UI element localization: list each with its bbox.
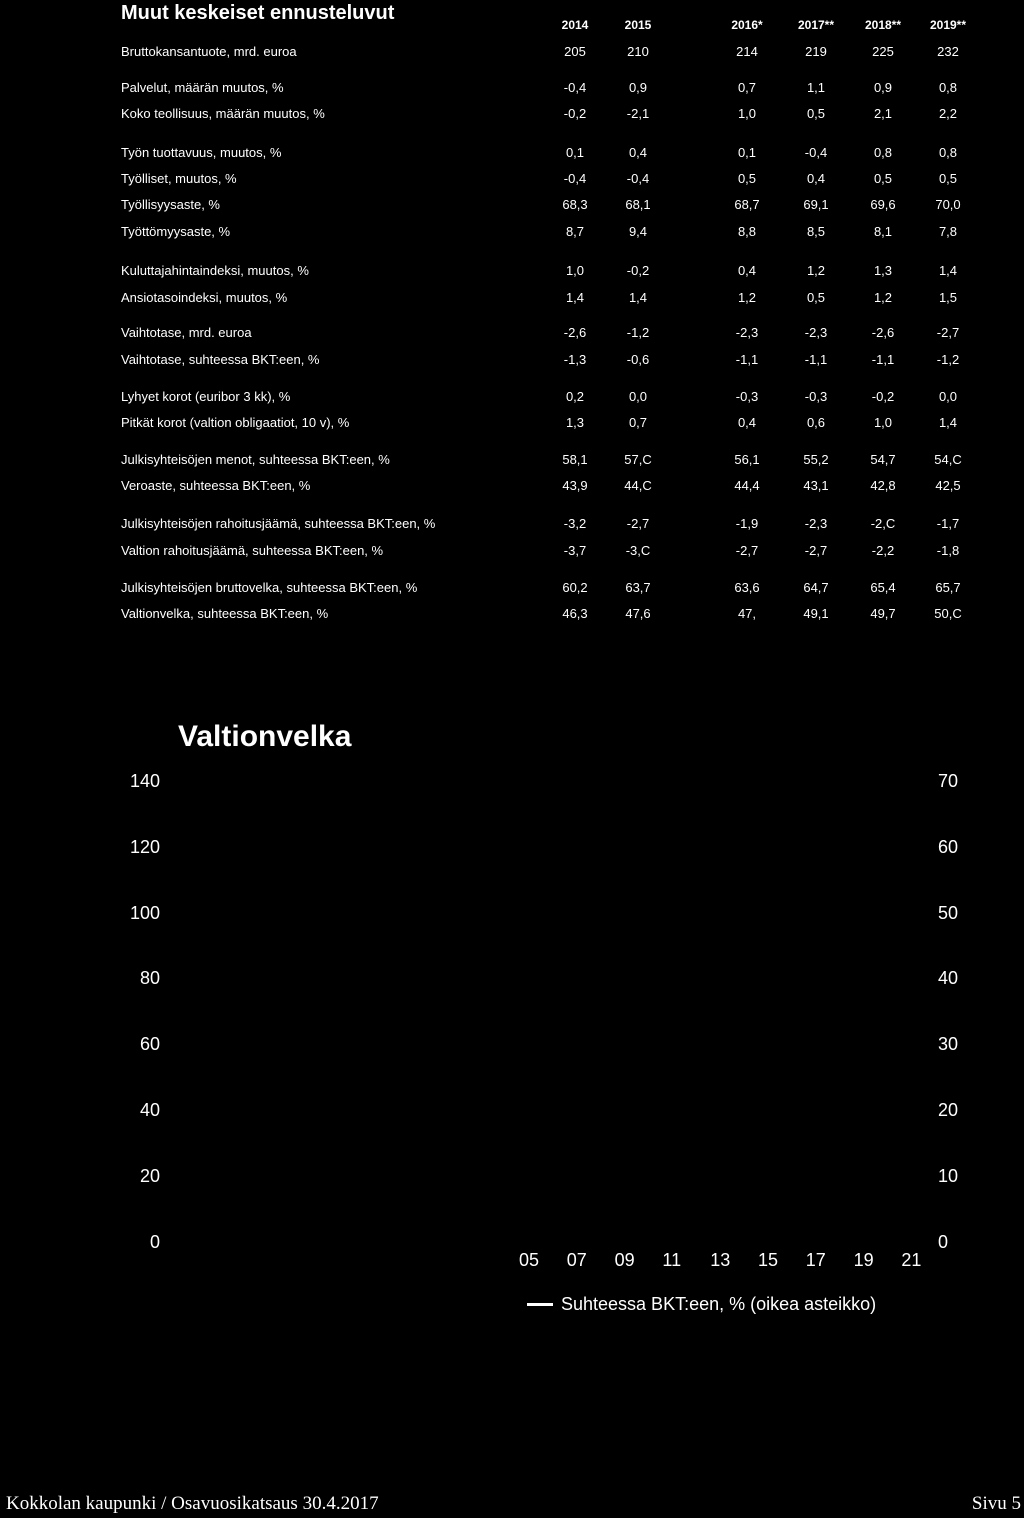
y-left-tick-label: 20 bbox=[139, 1165, 160, 1186]
table-cell: 54,7 bbox=[870, 452, 896, 467]
table-cell: 0,8 bbox=[873, 145, 893, 160]
row-label: Valtionvelka, suhteessa BKT:een, % bbox=[121, 606, 329, 621]
table-cell: -1,9 bbox=[735, 516, 759, 531]
x-tick-label: 21 bbox=[901, 1250, 922, 1270]
row-label: Pitkät korot (valtion obligaatiot, 10 v), % bbox=[121, 415, 350, 430]
table-cell: 65,4 bbox=[870, 580, 896, 595]
table-cell: 0,4 bbox=[806, 171, 826, 186]
x-tick-label: 11 bbox=[662, 1250, 682, 1270]
table-cell: 68,3 bbox=[562, 197, 588, 212]
table-cell: 1,0 bbox=[565, 263, 585, 278]
row-label: Työlliset, muutos, % bbox=[121, 171, 237, 186]
row-label: Valtion rahoitusjäämä, suhteessa BKT:een, % bbox=[121, 543, 384, 558]
x-tick-label: 17 bbox=[805, 1250, 826, 1270]
table-cell: 63,6 bbox=[734, 580, 760, 595]
y-right-tick-label: 0 bbox=[938, 1231, 949, 1252]
y-right-tick-label: 20 bbox=[938, 1100, 959, 1120]
table-cell: 9,4 bbox=[628, 224, 648, 239]
table-cell: 0,4 bbox=[737, 263, 757, 278]
table-cell: 47, bbox=[737, 606, 757, 621]
table-cell: -2,7 bbox=[936, 325, 960, 340]
table-cell: 214 bbox=[736, 44, 758, 59]
table-cell: -3,C bbox=[625, 543, 651, 558]
table-cell: 42,5 bbox=[935, 478, 961, 493]
table-cell: -1,2 bbox=[936, 352, 960, 367]
year-header: 2017** bbox=[797, 18, 835, 32]
table-cell: 0,6 bbox=[806, 415, 826, 430]
y-right-tick-label: 10 bbox=[938, 1165, 959, 1186]
table-cell: 60,2 bbox=[562, 580, 588, 595]
y-right-tick-label: 50 bbox=[938, 902, 959, 923]
table-cell: 0,5 bbox=[737, 171, 757, 186]
table-cell: 8,1 bbox=[873, 224, 893, 239]
table-cell: -1,7 bbox=[936, 516, 960, 531]
table-cell: -0,2 bbox=[563, 106, 587, 121]
table-cell: 0,9 bbox=[628, 80, 648, 95]
table-cell: 8,8 bbox=[737, 224, 757, 239]
row-label: Julkisyhteisöjen bruttovelka, suhteessa BKT:een, % bbox=[121, 580, 418, 595]
table-cell: -2,6 bbox=[563, 325, 587, 340]
table-cell: 47,6 bbox=[625, 606, 651, 621]
table-cell: 7,8 bbox=[938, 224, 958, 239]
table-cell: -0,2 bbox=[626, 263, 650, 278]
row-label: Vaihtotase, suhteessa BKT:een, % bbox=[121, 352, 320, 367]
year-header: 2018** bbox=[864, 18, 902, 32]
table-cell: 43,1 bbox=[803, 478, 829, 493]
row-label: Bruttokansantuote, mrd. euroa bbox=[121, 44, 297, 59]
table-cell: 1,5 bbox=[938, 290, 958, 305]
table-cell: -2,7 bbox=[626, 516, 650, 531]
table-cell: -0,4 bbox=[563, 80, 587, 95]
table-cell: 1,4 bbox=[938, 415, 958, 430]
row-label: Kuluttajahintaindeksi, muutos, % bbox=[121, 263, 309, 278]
y-right-tick-label: 40 bbox=[938, 968, 959, 989]
table-cell: -2,3 bbox=[804, 516, 828, 531]
table-cell: -2,2 bbox=[871, 543, 895, 558]
table-cell: 2,1 bbox=[873, 106, 893, 121]
section-title: Muut keskeiset ennusteluvut bbox=[121, 2, 395, 24]
row-label: Työn tuottavuus, muutos, % bbox=[121, 145, 282, 160]
table-cell: 1,2 bbox=[873, 290, 893, 305]
table-cell: 1,0 bbox=[873, 415, 893, 430]
table-cell: 57,C bbox=[624, 452, 652, 467]
year-header: 2016* bbox=[731, 18, 763, 32]
footer-page-number: Sivu 5 bbox=[971, 1493, 1021, 1514]
table-cell: -0,6 bbox=[626, 352, 650, 367]
table-cell: 1,4 bbox=[565, 290, 585, 305]
y-left-tick-label: 120 bbox=[129, 836, 160, 857]
row-label: Julkisyhteisöjen rahoitusjäämä, suhteessa BKT:een, % bbox=[121, 516, 436, 531]
table-cell: -2,7 bbox=[735, 543, 759, 558]
table-cell: 219 bbox=[805, 44, 827, 59]
table-cell: 56,1 bbox=[734, 452, 760, 467]
table-cell: 42,8 bbox=[870, 478, 896, 493]
row-label: Työttömyysaste, % bbox=[121, 224, 231, 239]
table-cell: 0,5 bbox=[938, 171, 958, 186]
x-tick-label: 09 bbox=[614, 1250, 635, 1270]
table-cell: 44,4 bbox=[734, 478, 760, 493]
table-cell: 50,C bbox=[934, 606, 962, 621]
table-cell: -1,2 bbox=[626, 325, 650, 340]
table-cell: -3,7 bbox=[563, 543, 587, 558]
table-cell: -0,4 bbox=[626, 171, 650, 186]
table-cell: -1,1 bbox=[804, 352, 828, 367]
row-label: Vaihtotase, mrd. euroa bbox=[121, 325, 252, 340]
x-tick-label: 15 bbox=[758, 1250, 779, 1270]
table-cell: 69,6 bbox=[870, 197, 896, 212]
table-cell: 1,1 bbox=[806, 80, 826, 95]
table-cell: 0,5 bbox=[806, 290, 826, 305]
row-label: Veroaste, suhteessa BKT:een, % bbox=[121, 478, 311, 493]
table-cell: 1,0 bbox=[737, 106, 757, 121]
year-header: 2019** bbox=[929, 18, 967, 32]
table-cell: 225 bbox=[872, 44, 894, 59]
table-cell: 1,3 bbox=[873, 263, 893, 278]
table-cell: 1,2 bbox=[737, 290, 757, 305]
table-cell: 0,8 bbox=[938, 145, 958, 160]
table-cell: 0,0 bbox=[628, 389, 648, 404]
table-cell: 49,7 bbox=[870, 606, 896, 621]
table-cell: 1,4 bbox=[628, 290, 648, 305]
table-cell: 63,7 bbox=[625, 580, 651, 595]
table-cell: 232 bbox=[937, 44, 959, 59]
table-cell: -2,7 bbox=[804, 543, 828, 558]
chart-legend bbox=[527, 1294, 876, 1315]
table-cell: -0,4 bbox=[804, 145, 828, 160]
table-cell: -0,2 bbox=[871, 389, 895, 404]
row-label: Julkisyhteisöjen menot, suhteessa BKT:een, % bbox=[121, 452, 390, 467]
y-right-tick-label: 60 bbox=[938, 836, 959, 857]
table-cell: -0,3 bbox=[735, 389, 759, 404]
y-left-tick-label: 100 bbox=[129, 902, 160, 923]
y-left-tick-label: 0 bbox=[149, 1231, 160, 1252]
x-tick-label: 07 bbox=[566, 1250, 587, 1270]
table-cell: -1,8 bbox=[936, 543, 960, 558]
y-left-tick-label: 140 bbox=[129, 771, 160, 791]
y-right-tick-label: 30 bbox=[938, 1034, 959, 1055]
table-cell: 0,7 bbox=[737, 80, 757, 95]
table-cell: 54,C bbox=[934, 452, 962, 467]
x-tick-label: 13 bbox=[710, 1250, 731, 1270]
table-cell: 1,4 bbox=[938, 263, 958, 278]
table-cell: -0,4 bbox=[563, 171, 587, 186]
y-left-tick-label: 60 bbox=[139, 1034, 160, 1055]
table-cell: 8,5 bbox=[806, 224, 826, 239]
table-cell: 69,1 bbox=[803, 197, 829, 212]
table-cell: 0,5 bbox=[873, 171, 893, 186]
table-cell: 205 bbox=[564, 44, 586, 59]
table-cell: -3,2 bbox=[563, 516, 587, 531]
table-cell: 0,9 bbox=[873, 80, 893, 95]
row-label: Koko teollisuus, määrän muutos, % bbox=[121, 106, 325, 121]
y-right-tick-label: 70 bbox=[938, 771, 959, 791]
table-cell: 0,5 bbox=[806, 106, 826, 121]
table-cell: 68,7 bbox=[734, 197, 760, 212]
year-header: 2014 bbox=[561, 18, 589, 32]
table-cell: -2,6 bbox=[871, 325, 895, 340]
chart-title: Valtionvelka bbox=[178, 720, 352, 753]
table-cell: -1,1 bbox=[735, 352, 759, 367]
table-cell: 65,7 bbox=[935, 580, 961, 595]
table-cell: 210 bbox=[627, 44, 649, 59]
table-cell: -1,3 bbox=[563, 352, 587, 367]
table-cell: 0,4 bbox=[628, 145, 648, 160]
table-cell: -2,1 bbox=[626, 106, 650, 121]
footer-document-title: Kokkolan kaupunki / Osavuosikatsaus 30.4.2017 bbox=[6, 1493, 379, 1514]
row-label: Työllisyysaste, % bbox=[121, 197, 220, 212]
table-cell: 1,2 bbox=[806, 263, 826, 278]
row-label: Lyhyet korot (euribor 3 kk), % bbox=[121, 389, 291, 404]
x-tick-label: 19 bbox=[853, 1250, 874, 1270]
table-cell: 44,C bbox=[624, 478, 652, 493]
legend-line-icon bbox=[527, 1303, 553, 1306]
table-cell: 68,1 bbox=[625, 197, 651, 212]
table-cell: 0,8 bbox=[938, 80, 958, 95]
table-cell: 0,7 bbox=[628, 415, 648, 430]
year-header: 2015 bbox=[624, 18, 652, 32]
table-cell: 2,2 bbox=[938, 106, 958, 121]
table-cell: 49,1 bbox=[803, 606, 829, 621]
legend-label: Suhteessa BKT:een, % (oikea asteikko) bbox=[561, 1294, 877, 1314]
table-cell: 64,7 bbox=[803, 580, 829, 595]
x-tick-label: 05 bbox=[519, 1250, 540, 1270]
table-cell: 0,1 bbox=[737, 145, 757, 160]
table-cell: 0,4 bbox=[737, 415, 757, 430]
row-label: Palvelut, määrän muutos, % bbox=[121, 80, 284, 95]
table-cell: 55,2 bbox=[803, 452, 829, 467]
table-cell: 0,0 bbox=[938, 389, 958, 404]
table-cell: -2,3 bbox=[735, 325, 759, 340]
table-cell: 43,9 bbox=[562, 478, 588, 493]
table-cell: -1,1 bbox=[871, 352, 895, 367]
table-cell: 0,1 bbox=[565, 145, 585, 160]
table-cell: 46,3 bbox=[562, 606, 588, 621]
y-left-tick-label: 40 bbox=[139, 1100, 160, 1120]
table-cell: -0,3 bbox=[804, 389, 828, 404]
table-cell: 8,7 bbox=[565, 224, 585, 239]
table-cell: 0,2 bbox=[565, 389, 585, 404]
table-cell: 58,1 bbox=[562, 452, 588, 467]
table-cell: 1,3 bbox=[565, 415, 585, 430]
row-label: Ansiotasoindeksi, muutos, % bbox=[121, 290, 288, 305]
table-cell: -2,3 bbox=[804, 325, 828, 340]
y-left-tick-label: 80 bbox=[139, 968, 160, 989]
table-cell: 70,0 bbox=[935, 197, 961, 212]
table-cell: -2,C bbox=[870, 516, 896, 531]
